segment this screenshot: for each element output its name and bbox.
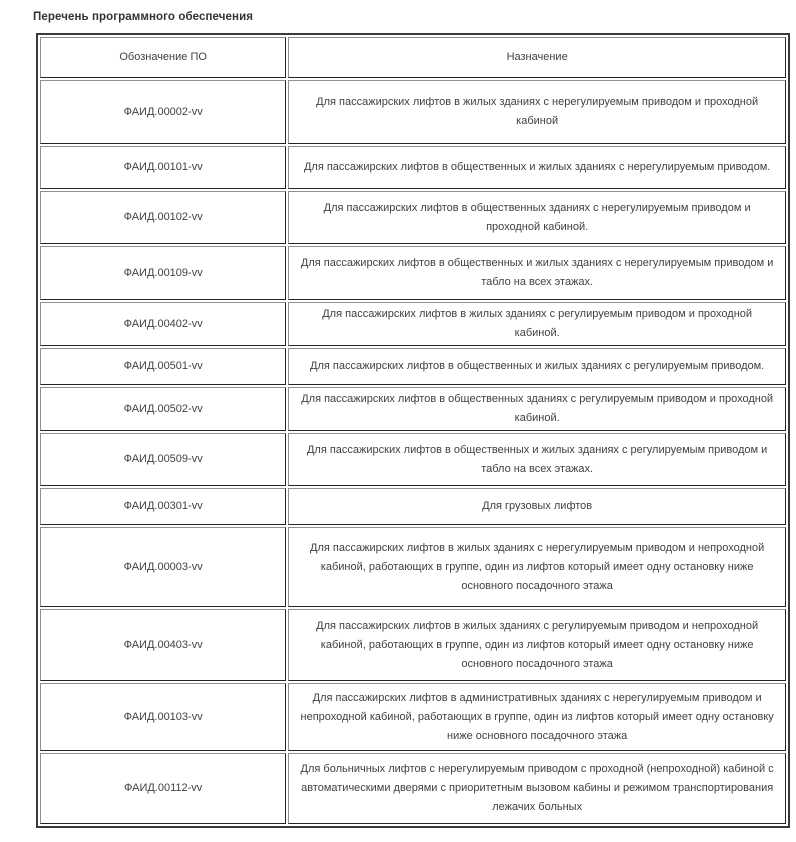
- table-row: [40, 433, 786, 486]
- software-code-cell: ФАИД.00003-vv: [40, 527, 286, 607]
- table-row: [40, 609, 786, 681]
- table-row: [40, 527, 786, 607]
- table-row: [40, 683, 786, 751]
- software-code-cell: ФАИД.00301-vv: [40, 488, 286, 525]
- software-code-cell: ФАИД.00403-vv: [40, 609, 286, 681]
- column-header-purpose: Назначение: [288, 37, 786, 78]
- software-purpose-cell: Для пассажирских лифтов в жилых зданиях с регулируемым приводом и непроходной кабиной, работающих в группе, один из лифтов который имеет одну остановку ниже основного посадочного этажа: [288, 609, 786, 681]
- software-purpose-cell: Для больничных лифтов с нерегулируемым приводом с проходной (непроходной) кабиной с автоматическими дверями с приоритетным вызовом кабины и режимом транспортирования лежачих больных: [288, 753, 786, 824]
- software-code-cell: ФАИД.00109-vv: [40, 246, 286, 300]
- page-title: Перечень программного обеспечения: [33, 11, 254, 23]
- software-code-cell: ФАИД.00112-vv: [40, 753, 286, 824]
- software-purpose-cell: Для пассажирских лифтов в общественных и жилых зданиях с нерегулируемым приводом и табло на всех этажах.: [288, 246, 786, 300]
- software-code-cell: ФАИД.00501-vv: [40, 348, 286, 385]
- table-row: [40, 753, 786, 824]
- software-purpose-cell: Для пассажирских лифтов в общественных и жилых зданиях с регулируемым приводом и табло на всех этажах.: [288, 433, 786, 486]
- table-header-row: [40, 37, 786, 78]
- table-row: [40, 191, 786, 244]
- table-row: [40, 348, 786, 385]
- software-purpose-cell: Для пассажирских лифтов в административных зданиях с нерегулируемым приводом и непроходной кабиной, работающих в группе, один из лифтов который имеет одну остановку ниже основного посадочного этажа: [288, 683, 786, 751]
- table-row: [40, 387, 786, 431]
- table-row: [40, 302, 786, 346]
- software-code-cell: ФАИД.00102-vv: [40, 191, 286, 244]
- software-purpose-cell: Для пассажирских лифтов в жилых зданиях с нерегулируемым приводом и проходной кабиной: [288, 80, 786, 144]
- software-code-cell: ФАИД.00402-vv: [40, 302, 286, 346]
- software-purpose-cell: Для пассажирских лифтов в общественных и жилых зданиях с нерегулируемым приводом.: [288, 146, 786, 189]
- software-purpose-cell: Для пассажирских лифтов в общественных зданиях с регулируемым приводом и проходной кабиной.: [288, 387, 786, 431]
- software-code-cell: ФАИД.00502-vv: [40, 387, 286, 431]
- column-header-designation: Обозначение ПО: [40, 37, 286, 78]
- software-list-table: [36, 33, 790, 828]
- table-row: [40, 80, 786, 144]
- table-row: [40, 146, 786, 189]
- table-row: [40, 246, 786, 300]
- software-purpose-cell: Для пассажирских лифтов в жилых зданиях с регулируемым приводом и проходной кабиной.: [288, 302, 786, 346]
- software-code-cell: ФАИД.00002-vv: [40, 80, 286, 144]
- table-row: [40, 488, 786, 525]
- software-purpose-cell: Для грузовых лифтов: [288, 488, 786, 525]
- software-code-cell: ФАИД.00103-vv: [40, 683, 286, 751]
- software-purpose-cell: Для пассажирских лифтов в общественных и жилых зданиях с регулируемым приводом.: [288, 348, 786, 385]
- software-purpose-cell: Для пассажирских лифтов в жилых зданиях с нерегулируемым приводом и непроходной кабиной, работающих в группе, один из лифтов который имеет одну остановку ниже основного посадочного этажа: [288, 527, 786, 607]
- software-code-cell: ФАИД.00509-vv: [40, 433, 286, 486]
- software-purpose-cell: Для пассажирских лифтов в общественных зданиях с нерегулируемым приводом и проходной кабиной.: [288, 191, 786, 244]
- software-code-cell: ФАИД.00101-vv: [40, 146, 286, 189]
